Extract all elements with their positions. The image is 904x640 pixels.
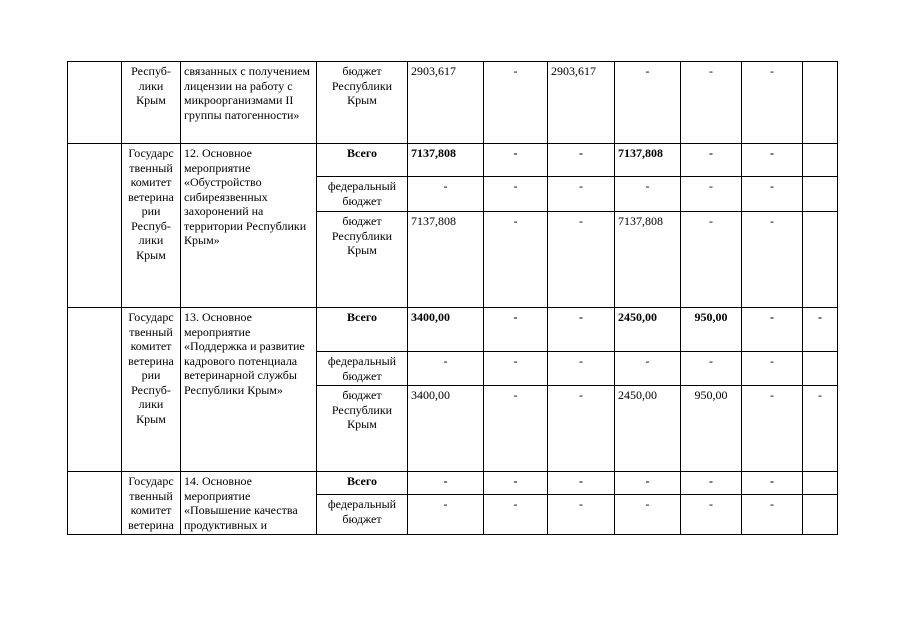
col6-cell xyxy=(803,472,838,495)
col6-cell xyxy=(803,62,838,144)
col5-cell: - xyxy=(742,144,803,177)
col2-cell: - xyxy=(548,308,615,352)
col3-cell: - xyxy=(615,352,681,386)
col6-cell xyxy=(803,212,838,308)
total-cell: 3400,00 xyxy=(408,386,484,472)
col1-cell: - xyxy=(484,472,548,495)
funding-source-cell: Всего xyxy=(317,144,408,177)
col5-cell: - xyxy=(742,472,803,495)
total-cell: 7137,808 xyxy=(408,144,484,177)
table-row xyxy=(68,472,838,495)
col2-cell: - xyxy=(548,386,615,472)
col1-cell: - xyxy=(484,212,548,308)
col1-cell: - xyxy=(484,386,548,472)
col4-cell: - xyxy=(681,472,742,495)
total-cell: 7137,808 xyxy=(408,212,484,308)
col6-cell xyxy=(803,352,838,386)
col6-cell xyxy=(803,144,838,177)
col4-cell: - xyxy=(681,177,742,212)
measure-name-cell: 13. Основное мероприятие «Поддержка и развитие кадрового потенциала ветеринарной службы Республики Крым» xyxy=(181,308,317,472)
col4-cell: 950,00 xyxy=(681,308,742,352)
funding-source-cell: Всего xyxy=(317,472,408,495)
executor-cell: Государс твенный комитет ветерина xyxy=(122,472,181,535)
col1-cell: - xyxy=(484,62,548,144)
funding-source-cell: федеральный бюджет xyxy=(317,495,408,535)
total-cell: 2903,617 xyxy=(408,62,484,144)
col4-cell: 950,00 xyxy=(681,386,742,472)
funding-source-cell: бюджет Республики Крым xyxy=(317,62,408,144)
index-cell xyxy=(68,62,122,144)
total-cell: - xyxy=(408,495,484,535)
executor-cell: Респуб- лики Крым xyxy=(122,62,181,144)
budget-table xyxy=(67,61,838,535)
col6-cell xyxy=(803,495,838,535)
col4-cell: - xyxy=(681,62,742,144)
table-row xyxy=(68,308,838,352)
col2-cell: 2903,617 xyxy=(548,62,615,144)
index-cell xyxy=(68,472,122,535)
index-cell xyxy=(68,144,122,308)
col3-cell: - xyxy=(615,177,681,212)
funding-source-cell: федеральный бюджет xyxy=(317,352,408,386)
col6-cell: - xyxy=(803,308,838,352)
col5-cell: - xyxy=(742,495,803,535)
col5-cell: - xyxy=(742,177,803,212)
col3-cell: - xyxy=(615,472,681,495)
total-cell: - xyxy=(408,177,484,212)
col6-cell: - xyxy=(803,386,838,472)
col2-cell: - xyxy=(548,144,615,177)
col3-cell: 7137,808 xyxy=(615,212,681,308)
total-cell: - xyxy=(408,352,484,386)
col4-cell: - xyxy=(681,144,742,177)
measure-name-cell: связанных с получением лицензии на работу с микроорганизмами II группы патогенности» xyxy=(181,62,317,144)
table-row xyxy=(68,144,838,177)
col3-cell: - xyxy=(615,62,681,144)
col1-cell: - xyxy=(484,308,548,352)
col2-cell: - xyxy=(548,495,615,535)
col1-cell: - xyxy=(484,352,548,386)
col4-cell: - xyxy=(681,352,742,386)
col5-cell: - xyxy=(742,352,803,386)
measure-name-cell: 12. Основное мероприятие «Обустройство сибиреязвенных захоронений на территории Республики Крым» xyxy=(181,144,317,308)
budget-table-sheet xyxy=(67,61,837,535)
executor-cell: Государс твенный комитет ветерина рии Респуб- лики Крым xyxy=(122,144,181,308)
col4-cell: - xyxy=(681,495,742,535)
funding-source-cell: бюджет Республики Крым xyxy=(317,386,408,472)
col1-cell: - xyxy=(484,495,548,535)
col2-cell: - xyxy=(548,472,615,495)
funding-source-cell: бюджет Республики Крым xyxy=(317,212,408,308)
col5-cell: - xyxy=(742,386,803,472)
col2-cell: - xyxy=(548,177,615,212)
funding-source-cell: Всего xyxy=(317,308,408,352)
col4-cell: - xyxy=(681,212,742,308)
col6-cell xyxy=(803,177,838,212)
total-cell: - xyxy=(408,472,484,495)
col5-cell: - xyxy=(742,62,803,144)
col3-cell: - xyxy=(615,495,681,535)
funding-source-cell: федеральный бюджет xyxy=(317,177,408,212)
col2-cell: - xyxy=(548,352,615,386)
col3-cell: 7137,808 xyxy=(615,144,681,177)
col1-cell: - xyxy=(484,144,548,177)
col1-cell: - xyxy=(484,177,548,212)
col5-cell: - xyxy=(742,212,803,308)
measure-name-cell: 14. Основное мероприятие «Повышение качества продуктивных и xyxy=(181,472,317,535)
executor-cell: Государс твенный комитет ветерина рии Респуб- лики Крым xyxy=(122,308,181,472)
col5-cell: - xyxy=(742,308,803,352)
col3-cell: 2450,00 xyxy=(615,386,681,472)
col3-cell: 2450,00 xyxy=(615,308,681,352)
col2-cell: - xyxy=(548,212,615,308)
table-row xyxy=(68,62,838,144)
index-cell xyxy=(68,308,122,472)
total-cell: 3400,00 xyxy=(408,308,484,352)
table-body xyxy=(68,62,838,535)
